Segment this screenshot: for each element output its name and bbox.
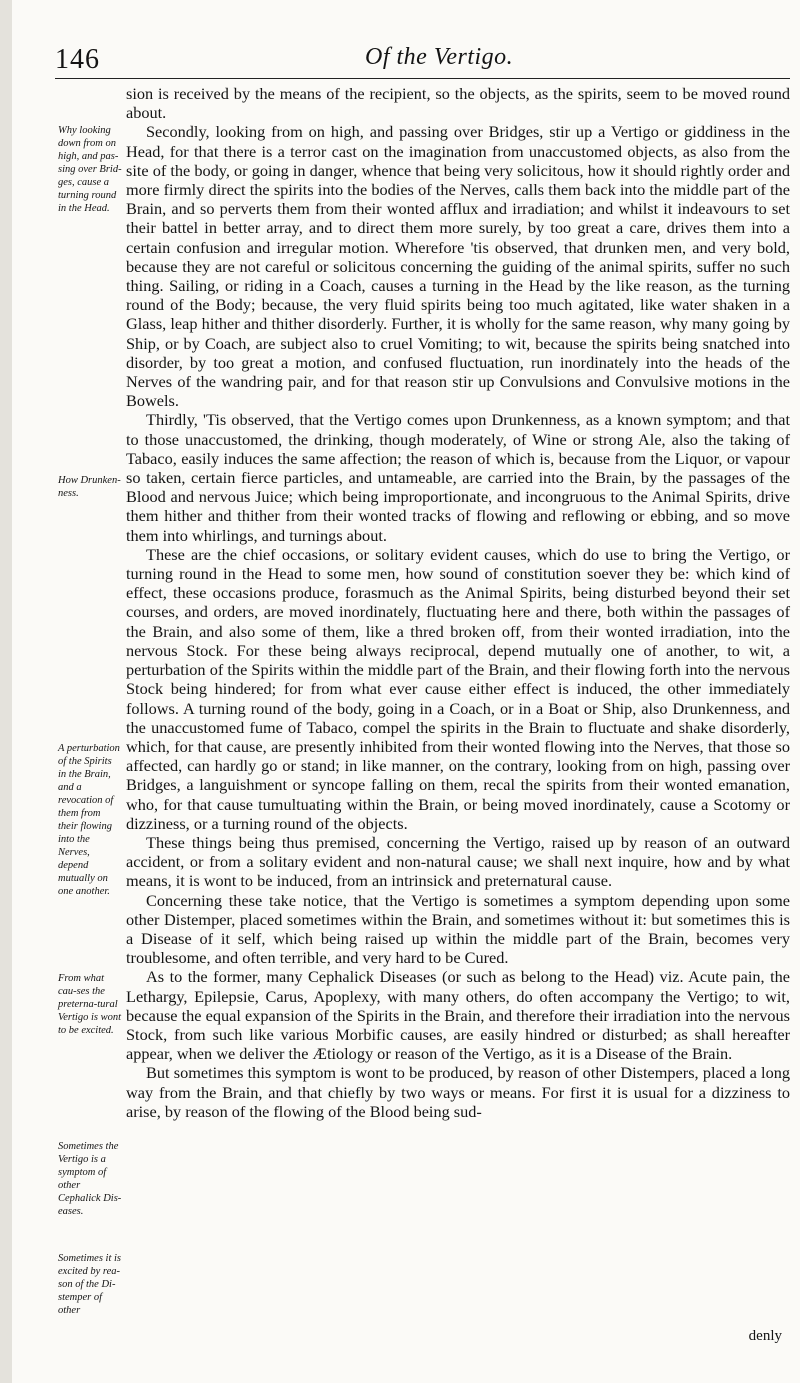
header-rule xyxy=(55,78,790,79)
paragraph: Secondly, looking from on high, and passing over Bridges, stir up a Vertigo or giddiness in the Head, for that there is a terror cast on the imagination from unaccustomed objects, as also from the site of the body, or going in danger, whence that being very solicitous, how it should rightly order and more firmly direct the spirits into the bodies of the Nerves, calls them back into the middle part of the Brain, and so perverts them from their wonted afflux and irradiation; and whilst it indeavours to set their battel in better array, and to direct them more surely, by too great a care, drives them into a certain confusion and irregular motion. Wherefore 'tis observed, that drunken men, and very bold, because they are not careful or solicitous concerning the guiding of the animal spirits, suffer no such thing. Sailing, or riding in a Coach, causes a turning in the Head by the like reason, as the turning round of the Body; because, the very fluid spirits being too much agitated, like water shaken in a Glass, leap hither and thither disorderly. Further, it is wholly for the same reason, why many going by Ship, or by Coach, are subject also to cruel Vomiting; to wit, because the spirits being snatched into disorder, by too great a motion, and confused fluctuation, run inordinately into the heads of the Nerves of the wandring pair, and for that reason stir up Convulsions and Convulsive motions in the Bowels. xyxy=(126,122,790,411)
paragraph: But sometimes this symptom is wont to be produced, by reason of other Distempers, placed a long way from the Brain, and that chiefly by two ways or means. For first it is usual for a dizziness to arise, by reason of the flowing of the Blood being sud- xyxy=(126,1063,790,1121)
margin-note: Why looking down from on high, and pas-sing over Brid-ges, cause a turning round in the Head. xyxy=(58,125,122,214)
margin-note: How Drunken-ness. xyxy=(58,475,121,499)
page-header xyxy=(55,40,790,80)
margin-note: Sometimes it is excited by rea-son of the Di-stemper of other xyxy=(58,1253,121,1316)
margin-note: Sometimes the Vertigo is a symptom of other Cephalick Dis-eases. xyxy=(58,1141,122,1217)
running-title: Of the Vertigo. xyxy=(365,44,514,70)
margin-note: A perturbation of the Spirits in the Brain, and a revocation of them from their flowing into the Nerves, depend mutually on one another. xyxy=(58,743,120,897)
paragraph: Concerning these take notice, that the Vertigo is sometimes a symptom depending upon some other Distemper, placed sometimes within the Brain, and sometimes without it: but sometimes this is a Disease of it self, which being raised up within the middle part of the Brain, becomes very troublesome, and often terrible, and very hard to be Cured. xyxy=(126,890,790,968)
catchword: denly xyxy=(748,1328,782,1344)
paragraph: sion is received by the means of the recipient, so the objects, as the spirits, seem to be moved round about. xyxy=(126,84,790,123)
page-gutter xyxy=(0,0,12,1383)
paragraph: These things being thus premised, concerning the Vertigo, raised up by reason of an outward accident, or from a solitary evident and non-natural cause; we shall next inquire, how and by what means, it is wont to be induced, from an intrinsick and preternatural cause. xyxy=(126,832,790,891)
paragraph: As to the former, many Cephalick Diseases (or such as belong to the Head) viz. Acute pain, the Lethargy, Epilepsie, Carus, Apoplexy, with many others, do often accompany the Vertigo; to wit, because the equal expansion of the Spirits in the Brain, and therefore their irradiation into the nervous Stock, from such like various Morbific causes, are easily hindred or disturbed; as shall hereafter appear, when we deliver the Ætiology or reason of the Vertigo, as it is a Disease of the Brain. xyxy=(126,967,790,1064)
paragraph: Thirdly, 'Tis observed, that the Vertigo comes upon Drunkenness, as a known symptom; and that to those unaccustomed, the drinking, though moderately, of Wine or strong Ale, also the taking of Tabaco, easily induces the same affection; the reason of which is, because from the Liquor, or vapour so taken, certain fierce particles, and untameable, are carried into the Brain, by the passages of the Blood and nervous Juice; which being improportionate, and incongruous to the Animal Spirits, drive them hither and thither from their wonted tracks of flowing and reflowing or ebbing, and so move them into whirlings, and turnings about. xyxy=(126,410,790,545)
main-text xyxy=(126,84,790,1121)
page-number: 146 xyxy=(55,44,100,75)
paragraph: These are the chief occasions, or solitary evident causes, which do use to bring the Vertigo, or turning round in the Head to some men, how sound of constitution soever they be: which kind of effect, these occasions produce, forasmuch as the Animal Spirits, being disturbed beyond their set courses, and orders, are moved inordinately, fluctuating here and there, both within the passages of the Brain, and also some of them, like a thred broken off, from their wonted irradiation, into the nervous Stock. For these being always reciprocal, depend mutually one of another, to wit, a perturbation of the Spirits within the middle part of the Brain, and their flowing forth into the nervous Stock being hindered; for from what ever cause either effect is induced, the other immediately follows. A turning round of the body, going in a Coach, or in a Boat or Ship, also Drunkenness, and the unaccustomed fume of Tabaco, compel the spirits in the Brain to fluctuate and shake disorderly, which, for that cause, are presently inhibited from their wonted flowing into the Nerves, that those so affected, can hardly go or stand; in like manner, on the contrary, looking from on high, passing over Bridges, a languishment or syncope falling on them, recal the spirits from their wonted emanation, who, for that cause tumultuating within the Brain, or being moved inordinately, cause a Scotomy or dizziness, or a turning round of the objects. xyxy=(126,544,790,833)
margin-note: From what cau-ses the preterna-tural Vertigo is wont to be excited. xyxy=(58,973,122,1036)
